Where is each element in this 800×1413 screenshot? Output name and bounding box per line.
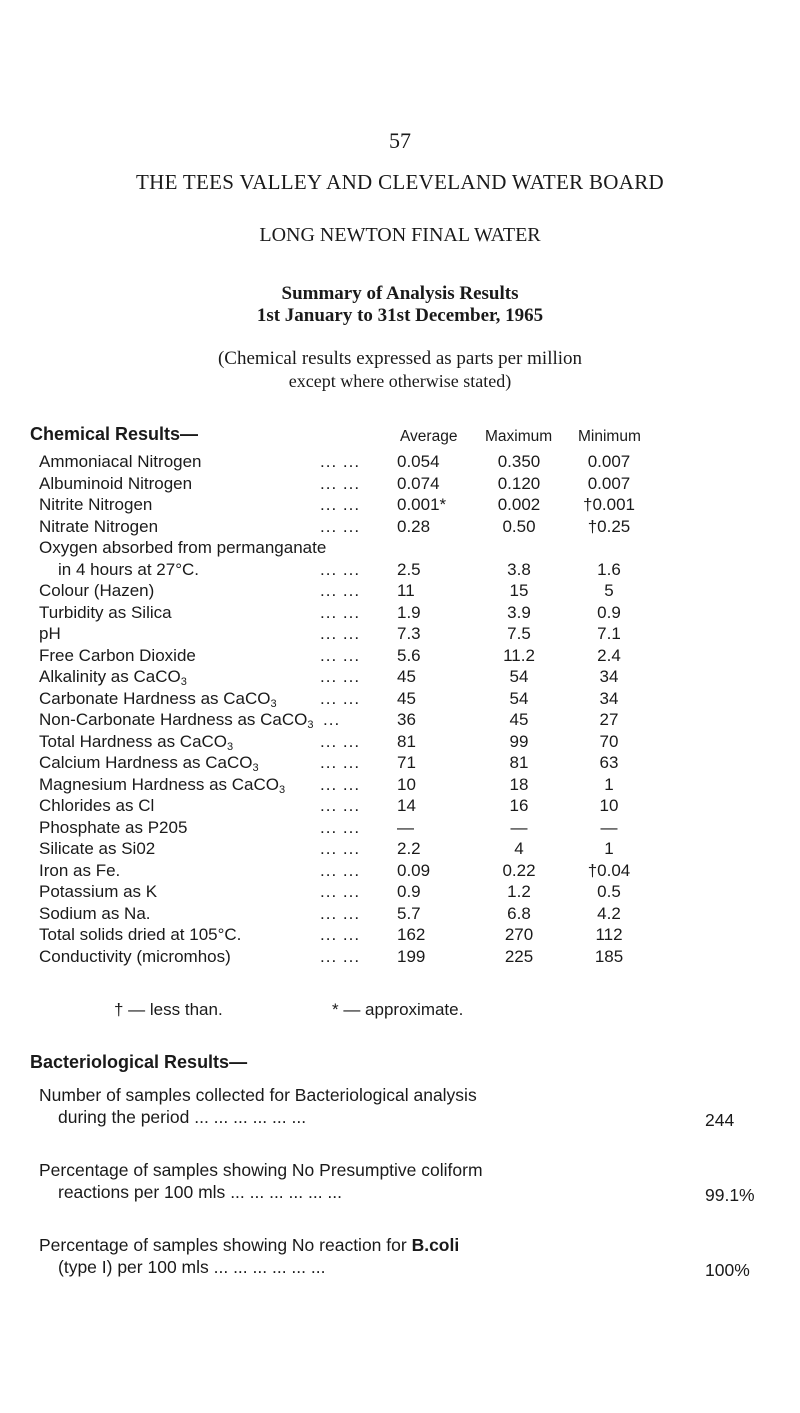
- row-label-wrap: [39, 667, 187, 688]
- cell-average: 2.5: [397, 559, 421, 579]
- cell-average: 7.3: [397, 624, 421, 643]
- table-row: [0, 560, 800, 582]
- cell-minimum: 1: [604, 839, 614, 858]
- cell-minimum: 34: [599, 688, 619, 708]
- summary-line-2: 1st January to 31st December, 1965: [256, 305, 544, 326]
- table-row: [0, 624, 800, 646]
- cell-average: 0.09: [397, 860, 431, 880]
- bact-item-line-1: Percentage of samples showing No Presumptive coliform: [39, 1160, 483, 1180]
- cell-minimum: 63: [599, 753, 619, 772]
- cell-minimum: 5: [604, 581, 614, 600]
- bact-item-samples: [39, 1084, 477, 1128]
- dot-leader: ... ...: [320, 667, 361, 686]
- row-label: Non-Carbonate Hardness as CaCO: [39, 710, 308, 729]
- cell-average: 5.7: [397, 903, 421, 923]
- dot-leader: ...: [323, 710, 341, 729]
- cell-maximum: 4: [514, 839, 524, 858]
- cell-minimum: †0.04: [587, 860, 631, 880]
- cell-maximum: 0.22: [502, 860, 536, 880]
- bact-item-bcoli: [39, 1234, 459, 1278]
- cell-maximum: 18: [509, 774, 529, 794]
- cell-minimum: †0.25: [587, 516, 631, 536]
- row-label: Calcium Hardness as CaCO: [39, 753, 253, 772]
- row-label: Silicate as Si02: [39, 839, 156, 858]
- dot-leader: ... ...: [320, 946, 361, 966]
- row-label: Total solids dried at 105°C.: [39, 925, 242, 944]
- cell-maximum: 15: [509, 581, 529, 600]
- dot-leader: ... ...: [320, 731, 361, 751]
- bact-item-line-2: (type I) per 100 mls ... ... ... ... ... ...: [58, 1257, 326, 1277]
- cell-maximum: 54: [509, 688, 529, 708]
- table-row: [0, 925, 800, 947]
- cell-maximum: 1.2: [507, 882, 531, 901]
- cell-maximum: 270: [504, 925, 534, 944]
- cell-maximum: 99: [509, 731, 529, 751]
- dot-leader: ... ...: [320, 882, 361, 901]
- cell-maximum: 0.50: [502, 516, 536, 536]
- row-label: pH: [39, 624, 61, 643]
- cell-minimum: 112: [595, 925, 623, 944]
- dot-leader: ... ...: [320, 796, 361, 815]
- dot-leader: ... ...: [320, 581, 361, 600]
- row-label: Nitrite Nitrogen: [39, 495, 153, 514]
- column-maximum: Maximum: [485, 428, 553, 445]
- cell-minimum: 70: [599, 731, 619, 751]
- row-label: Total Hardness as CaCO: [39, 731, 228, 751]
- cell-minimum: 4.2: [597, 903, 621, 923]
- cell-average: 0.28: [397, 516, 431, 536]
- cell-maximum: 54: [509, 667, 529, 686]
- cell-minimum: 0.9: [597, 602, 621, 622]
- cell-maximum: 0.120: [497, 473, 541, 493]
- row-label-subscript: 3: [180, 676, 187, 688]
- dot-leader: ... ...: [320, 753, 361, 772]
- row-label-wrap: [39, 732, 233, 753]
- cell-maximum: 16: [509, 796, 529, 815]
- table-row: [0, 904, 800, 926]
- row-label-wrap: [39, 753, 259, 774]
- units-line-2: except where otherwise stated): [288, 371, 512, 391]
- cell-average: 0.001*: [397, 495, 447, 514]
- cell-maximum: 6.8: [507, 903, 531, 923]
- table-row: [0, 818, 800, 840]
- bact-item-presumptive: [39, 1159, 483, 1203]
- cell-minimum: 1: [604, 774, 614, 794]
- dot-leader: ... ...: [320, 624, 361, 643]
- table-row: [0, 947, 800, 969]
- cell-minimum: †0.001: [583, 495, 635, 514]
- dot-leader: ... ...: [320, 839, 361, 858]
- cell-minimum: 2.4: [597, 645, 621, 665]
- dot-leader: ... ...: [320, 559, 361, 579]
- bact-value-bcoli: 100%: [705, 1260, 750, 1280]
- dot-leader: ... ...: [320, 516, 361, 536]
- row-label: in 4 hours at 27°C.: [58, 559, 199, 579]
- bact-value-samples: 244: [705, 1110, 735, 1130]
- cell-average: 45: [397, 688, 416, 708]
- cell-minimum: 27: [599, 710, 619, 729]
- table-row: [0, 839, 800, 861]
- cell-minimum: —: [600, 817, 618, 837]
- dot-leader: ... ...: [320, 602, 361, 622]
- bact-item-line-1: Percentage of samples showing No reaction for B.coli: [39, 1235, 460, 1255]
- row-label: Turbidity as Silica: [39, 602, 172, 622]
- bact-item-line-2: during the period ... ... ... ... ... ...: [58, 1107, 307, 1127]
- row-label: Albuminoid Nitrogen: [39, 473, 193, 493]
- dot-leader: ... ...: [320, 495, 361, 514]
- cell-average: 11: [397, 581, 415, 600]
- bact-item-line-1: Number of samples collected for Bacteriological analysis: [39, 1085, 477, 1105]
- footnote-star: * — approximate.: [332, 1000, 464, 1019]
- row-label: Carbonate Hardness as CaCO: [39, 688, 271, 708]
- table-row: [0, 517, 800, 539]
- cell-maximum: 3.8: [507, 559, 531, 579]
- cell-average: 1.9: [397, 602, 421, 622]
- cell-maximum: 7.5: [507, 624, 531, 643]
- row-label: Potassium as K: [39, 882, 158, 901]
- chemical-results-heading: Chemical Results—: [30, 424, 199, 444]
- dot-leader: ... ...: [320, 860, 361, 880]
- cell-maximum: 225: [504, 946, 534, 966]
- table-row: [0, 732, 800, 754]
- row-label: Sodium as Na.: [39, 903, 151, 923]
- cell-minimum: 185: [594, 946, 624, 966]
- cell-minimum: 0.5: [597, 882, 621, 901]
- cell-minimum: 34: [599, 667, 619, 686]
- cell-average: 5.6: [397, 645, 421, 665]
- row-label: Alkalinity as CaCO: [39, 667, 181, 686]
- cell-minimum: 0.007: [587, 473, 631, 493]
- cell-minimum: 10: [599, 796, 619, 815]
- cell-maximum: 11.2: [503, 645, 535, 665]
- row-label-wrap: [39, 689, 277, 710]
- cell-average: 14: [397, 796, 416, 815]
- table-row: [0, 495, 800, 517]
- table-row: [0, 689, 800, 711]
- cell-average: 10: [397, 774, 416, 794]
- cell-maximum: 3.9: [507, 602, 531, 622]
- dot-leader: ... ...: [320, 925, 361, 944]
- units-line-1: (Chemical results expressed as parts per million: [217, 348, 583, 369]
- dot-leader: ... ...: [320, 774, 361, 794]
- column-average: Average: [400, 428, 458, 445]
- cell-average: 162: [397, 925, 426, 944]
- summary-heading: [0, 283, 800, 327]
- cell-maximum: 45: [509, 710, 529, 729]
- cell-average: 45: [397, 667, 416, 686]
- footnote-dagger: † — less than.: [114, 1000, 223, 1019]
- cell-maximum: 81: [509, 753, 529, 772]
- table-row: [0, 861, 800, 883]
- cell-minimum: 7.1: [597, 624, 621, 643]
- table-row: [0, 646, 800, 668]
- cell-average: 36: [397, 710, 416, 729]
- row-label-wrap: [39, 775, 285, 796]
- document-subtitle: LONG NEWTON FINAL WATER: [259, 224, 541, 246]
- bact-item-line-2: reactions per 100 mls ... ... ... ... ... ...: [58, 1182, 343, 1202]
- dot-leader: ... ...: [320, 688, 361, 708]
- cell-average: 2.2: [397, 839, 421, 858]
- page-number: 57: [389, 128, 411, 153]
- bact-value-presumptive: 99.1%: [705, 1185, 755, 1205]
- row-label: Nitrate Nitrogen: [39, 516, 159, 536]
- row-label: Ammoniacal Nitrogen: [39, 452, 202, 471]
- row-label-subscript: 3: [307, 719, 314, 731]
- row-label: Magnesium Hardness as CaCO: [39, 774, 279, 794]
- table-row: [0, 603, 800, 625]
- table-row: [0, 775, 800, 797]
- dot-leader: ... ...: [320, 452, 361, 471]
- column-minimum: Minimum: [578, 428, 641, 445]
- cell-maximum: 0.350: [497, 452, 541, 471]
- table-row: [0, 452, 800, 474]
- table-row: [0, 581, 800, 603]
- table-row: [0, 710, 800, 732]
- row-label-wrap: [39, 710, 313, 731]
- units-note: [0, 347, 800, 393]
- table-row: [0, 667, 800, 689]
- row-label: Phosphate as P205: [39, 817, 188, 837]
- cell-average: 0.9: [397, 882, 421, 901]
- row-label: Conductivity (micromhos): [39, 946, 231, 966]
- table-row: [0, 538, 800, 560]
- summary-line-1: Summary of Analysis Results: [281, 283, 519, 304]
- cell-minimum: 0.007: [587, 452, 631, 471]
- row-label-subscript: 3: [227, 740, 234, 753]
- row-label: Free Carbon Dioxide: [39, 645, 196, 665]
- table-row: [0, 753, 800, 775]
- bacteriological-results-heading: Bacteriological Results—: [30, 1052, 248, 1072]
- table-row: [0, 882, 800, 904]
- table-row: [0, 796, 800, 818]
- dot-leader: ... ...: [320, 903, 361, 923]
- cell-average: 81: [397, 731, 416, 751]
- cell-minimum: 1.6: [597, 559, 621, 579]
- row-label: Iron as Fe.: [39, 860, 121, 880]
- table-row: [0, 474, 800, 496]
- dot-leader: ... ...: [320, 817, 361, 837]
- dot-leader: ... ...: [320, 645, 361, 665]
- row-label: Colour (Hazen): [39, 581, 155, 600]
- cell-average: 71: [397, 753, 416, 772]
- cell-maximum: 0.002: [497, 495, 541, 514]
- row-label: Oxygen absorbed from permanganate: [39, 538, 327, 557]
- cell-average: 0.074: [397, 473, 440, 493]
- cell-average: 0.054: [397, 452, 440, 471]
- row-label-subscript: 3: [270, 697, 277, 710]
- dot-leader: ... ...: [320, 473, 361, 493]
- chemical-results-table: [0, 452, 800, 968]
- cell-average: 199: [397, 946, 426, 966]
- document-title: THE TEES VALLEY AND CLEVELAND WATER BOARD: [136, 170, 664, 194]
- row-label-subscript: 3: [252, 762, 259, 774]
- cell-average: —: [397, 817, 414, 837]
- cell-maximum: —: [510, 817, 528, 837]
- row-label: Chlorides as Cl: [39, 796, 155, 815]
- row-label-subscript: 3: [278, 783, 286, 796]
